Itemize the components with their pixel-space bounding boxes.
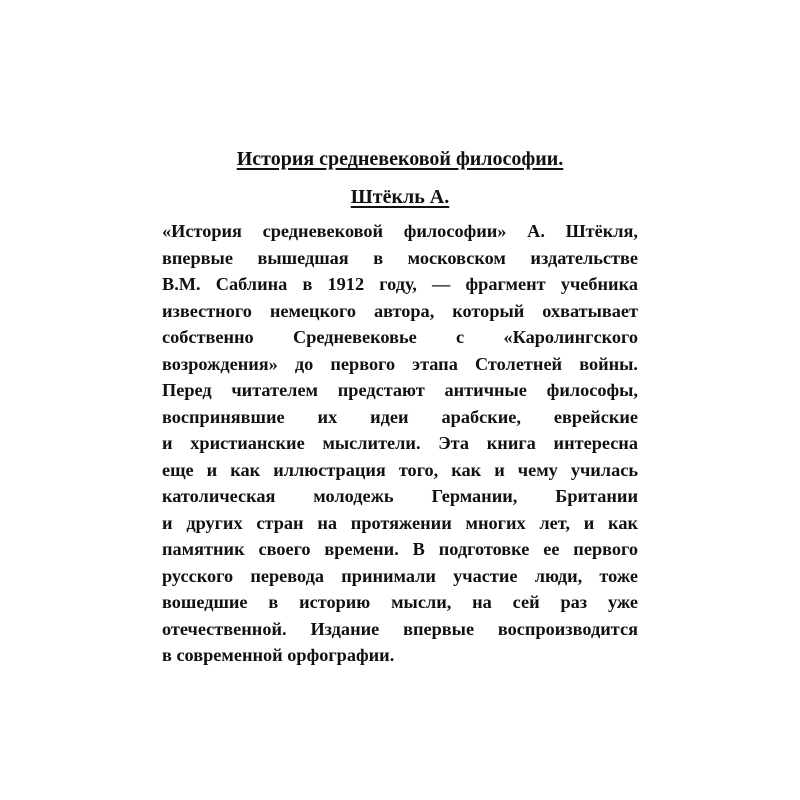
description-line: отечественной. Издание впервые воспроизводится [162,618,638,639]
description-line: В.М. Саблина в 1912 году, — фрагмент учебника [162,274,638,294]
book-title: История средневековой философии. [236,148,564,170]
description-line: еще и как иллюстрация того, как и чему училась [162,459,638,480]
book-description [162,218,638,669]
description-line: Перед читателем предстают античные философы, [162,380,638,400]
description-line: и христианские мыслители. Эта книга интересна [162,433,638,453]
book-author: Штёкль А. [350,186,450,208]
description-line: русского перевода принимали участие люди, тоже [162,565,638,586]
description-line: «История средневековой философии» А. Штёкля, [162,221,638,241]
description-line: собственно Средневековье с «Каролингского [162,327,638,347]
description-line: и других стран на протяжении многих лет, и как [162,512,638,533]
description-line: католическая молодежь Германии, Британии [162,486,638,506]
description-line: памятник своего времени. В подготовке ее первого [162,539,638,559]
description-line: известного немецкого автора, который охватывает [162,300,638,321]
description-line: воспринявшие их идеи арабские, еврейские [162,406,638,427]
description-line: вошедшие в историю мысли, на сей раз уже [162,592,638,612]
description-line: впервые вышедшая в московском издательстве [162,247,638,268]
description-line: в современной орфографии. [162,645,395,665]
description-line: возрождения» до первого этапа Столетней войны. [162,353,638,374]
